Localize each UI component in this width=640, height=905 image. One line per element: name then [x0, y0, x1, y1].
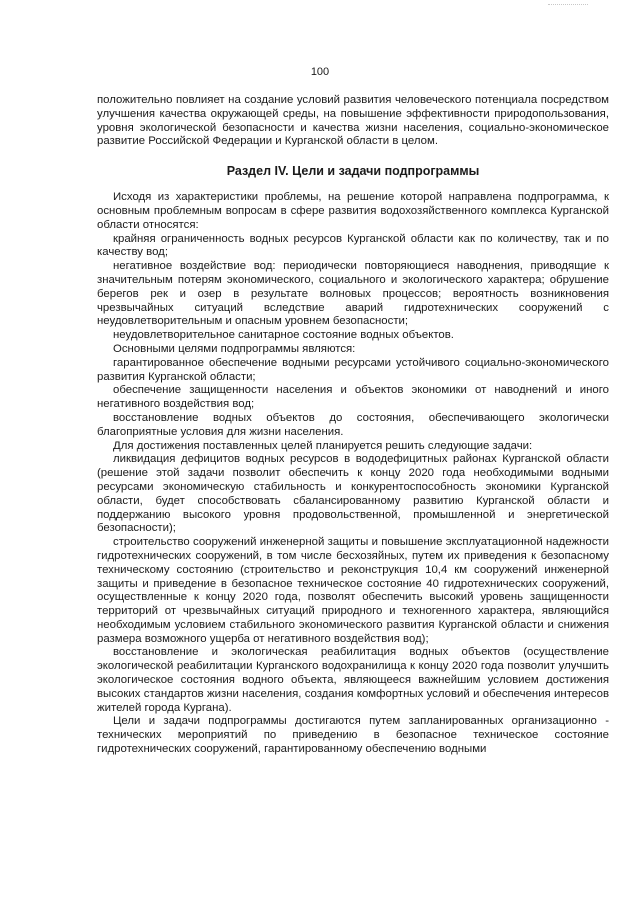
paragraph: Цели и задачи подпрограммы достигаются путем запланированных организационно - технических мероприятий по приведению в безопасное техническое состояние гидротехнических сооружений, гарантированному обеспечению водными	[97, 715, 609, 756]
paragraph: восстановление водных объектов до состояния, обеспечивающего экологически благоприятные условия для жизни населения.	[97, 411, 609, 438]
scan-mark	[548, 4, 588, 11]
paragraph: восстановление и экологическая реабилитация водных объектов (осуществление экологической реабилитации Курганского водохранилища к концу 2020 года позволит улучшить экологическое состояния водного объекта, являющееся важнейшим условием достижения высоких стандартов жизни населения, создания комфортных условий и обеспечения интересов жителей города Кургана).	[97, 646, 609, 714]
paragraph: Основными целями подпрограммы являются:	[113, 342, 356, 355]
paragraph: обеспечение защищенности населения и объектов экономики от наводнений и иного негативного воздействия вод;	[97, 384, 609, 411]
page-body	[97, 94, 609, 757]
intro-paragraph: положительно повлияет на создание условий развития человеческого потенциала посредством улучшения качества окружающей среды, на повышение эффективности природопользования, уровня экологической безопасности и качества жизни населения, социально-экономическое развитие Российской Федерации и Курганской области в целом.	[97, 94, 609, 148]
paragraph: крайняя ограниченность водных ресурсов Курганской области как по количеству, так и по качеству вод;	[97, 232, 609, 259]
paragraph: строительство сооружений инженерной защиты и повышение эксплуатационной надежности гидротехнических сооружений, в том числе бесхозяйных, путем их приведения к безопасному техническому состоянию (строительство и реконструкция 10,4 км сооружений инженерной защиты и приведение в безопасное техническое состояние 40 гидротехнических сооружений, осуществленные к концу 2020 года, позволят обеспечить высокий уровень защищенности территорий от чрезвычайных ситуаций природного и техногенного характера, являющийся необходимым условием стабильного экономического развития Курганской области и снижения размера возможного ущерба от негативного воздействия вод);	[97, 536, 609, 645]
paragraph: ликвидация дефицитов водных ресурсов в вододефицитных районах Курганской области (решение этой задачи позволит обеспечить к концу 2020 года необходимыми водными ресурсами экономическую стабильность и конкурентоспособность экономики Курганской области, будет способствовать сбалансированному развитию Курганской области и поддержанию высокого уровня продовольственной, промышленной и энергетической безопасности);	[97, 453, 609, 535]
section-title: Раздел IV. Цели и задачи подпрограммы	[226, 164, 480, 179]
page-number: 100	[310, 66, 330, 78]
paragraph: гарантированное обеспечение водными ресурсами устойчивого социально-экономического развития Курганской области;	[97, 356, 609, 383]
paragraph: Для достижения поставленных целей планируется решить следующие задачи:	[113, 439, 533, 452]
paragraph: Исходя из характеристики проблемы, на решение которой направлена подпрограмма, к основным проблемным вопросам в сфере развития водохозяйственного комплекса Курганской области относятся:	[97, 191, 609, 231]
paragraph: неудовлетворительное санитарное состояние водных объектов.	[113, 329, 454, 342]
paragraph: негативное воздействие вод: периодически повторяющиеся наводнения, приводящие к значительным потерям экономического, социального и экологического характера; обрушение берегов рек и озер в результате волновых процессов; вероятность возникновения чрезвычайных ситуаций вследствие аварий гидротехнических сооружений с неудовлетворительным и опасным уровнем безопасности;	[97, 260, 609, 328]
